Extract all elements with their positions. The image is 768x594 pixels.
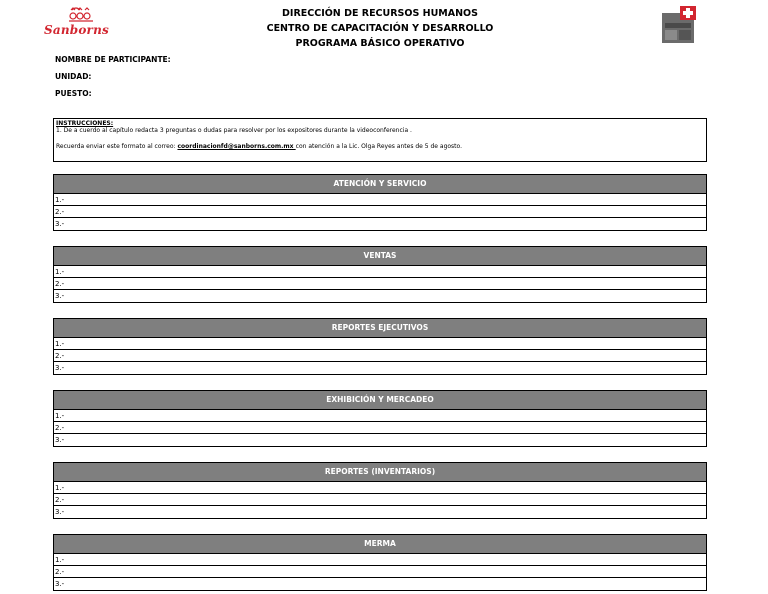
answer-row[interactable]: 2.- (54, 422, 706, 434)
header-line-1: DIRECCIÓN DE RECURSOS HUMANOS (282, 8, 478, 19)
answer-row[interactable]: 3.- (55, 580, 65, 588)
answer-row[interactable]: 2.- (54, 494, 706, 506)
unit-label: UNIDAD: (55, 72, 92, 81)
brand-name: Sanborns (44, 23, 109, 37)
answer-row[interactable]: 2.- (54, 206, 706, 218)
program-logo (660, 5, 698, 45)
answer-row[interactable]: 2.- (54, 278, 706, 290)
instructions-line-2 (56, 143, 704, 150)
section-title: ATENCIÓN Y SERVICIO (54, 175, 706, 194)
instructions-line-1: 1. De a cuerdo al capítulo redacta 3 preguntas o dudas para resolver por los expositores durante la videoconferencia . (56, 127, 412, 134)
section-title: VENTAS (54, 247, 706, 266)
answer-row[interactable]: 2.- (54, 350, 706, 362)
instructions-box (53, 118, 707, 162)
answer-row[interactable]: 1.- (54, 554, 706, 566)
answer-row[interactable]: 1.- (54, 482, 706, 494)
answer-row[interactable]: 3.- (55, 292, 65, 300)
section-ventas (53, 246, 707, 303)
answer-row[interactable]: 3.- (55, 436, 65, 444)
answer-row[interactable]: 1.- (54, 410, 706, 422)
participant-name-label: NOMBRE DE PARTICIPANTE: (55, 55, 171, 64)
section-reportes-inventarios (53, 462, 707, 519)
section-title: MERMA (54, 535, 706, 554)
answer-row[interactable]: 3.- (55, 220, 65, 228)
answer-row[interactable]: 1.- (54, 338, 706, 350)
section-reportes-ejecutivos (53, 318, 707, 375)
position-label: PUESTO: (55, 89, 92, 98)
section-atencion-servicio (53, 174, 707, 231)
answer-row[interactable]: 1.- (54, 266, 706, 278)
section-merma (53, 534, 707, 591)
instructions-suffix: con atención a la Lic. Olga Reyes antes de 5 de agosto. (295, 143, 462, 150)
header-line-2: CENTRO DE CAPACITACIÓN Y DESARROLLO (266, 23, 494, 34)
section-title: REPORTES EJECUTIVOS (54, 319, 706, 338)
instructions-prefix: Recuerda enviar este formato al correo: (56, 143, 178, 150)
document-header (240, 6, 520, 51)
answer-row[interactable]: 1.- (54, 194, 706, 206)
header-line-3: PROGRAMA BÁSICO OPERATIVO (295, 38, 465, 49)
instructions-title: INSTRUCCIONES: (56, 120, 114, 127)
email-link[interactable]: coordinacionfd@sanborns.com.mx (177, 143, 296, 150)
section-title: EXHIBICIÓN Y MERCADEO (54, 391, 706, 410)
section-exhibicion-mercadeo (53, 390, 707, 447)
answer-row[interactable]: 2.- (54, 566, 706, 578)
program-emblem-icon (660, 5, 698, 45)
section-title: REPORTES (INVENTARIOS) (54, 463, 706, 482)
sanborns-logo (42, 6, 126, 36)
answer-row[interactable]: 3.- (55, 364, 65, 372)
answer-row[interactable]: 3.- (55, 508, 65, 516)
